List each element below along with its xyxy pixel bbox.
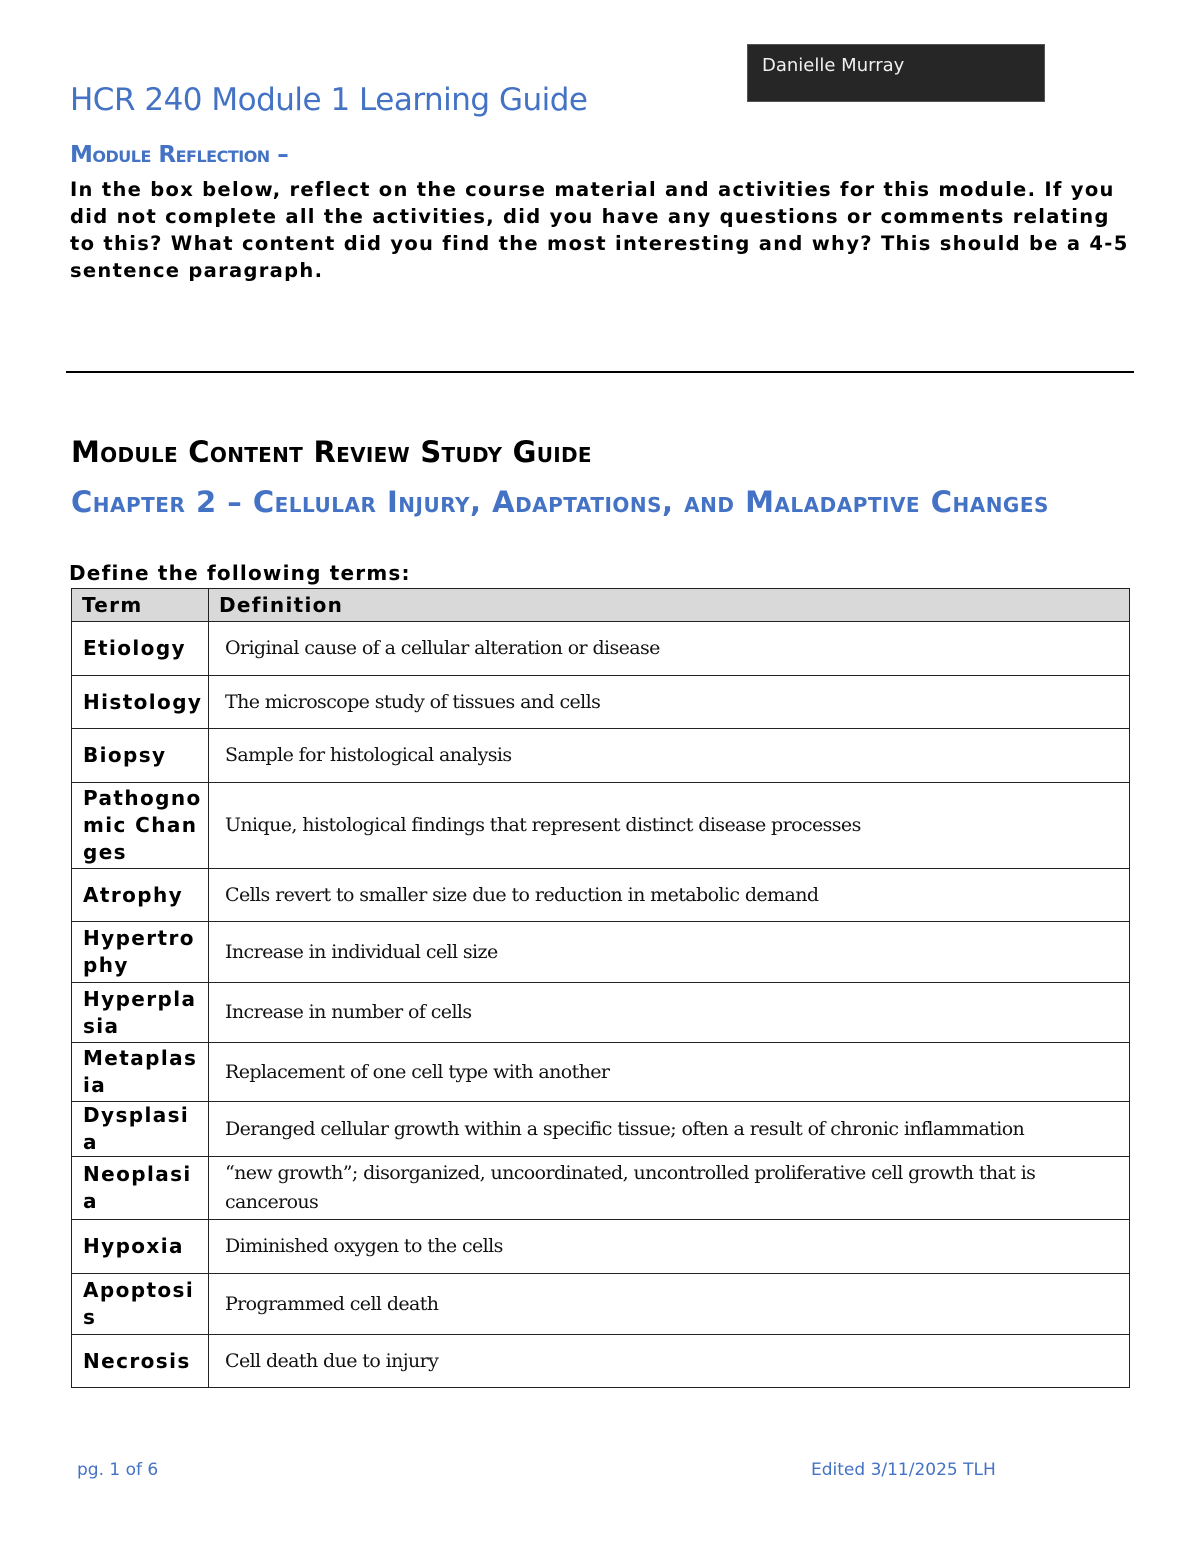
student-name: Danielle Murray	[762, 55, 905, 76]
table-row	[72, 869, 1130, 922]
term-cell: Dysplasia	[72, 1102, 209, 1157]
header-term: Term	[72, 589, 209, 622]
edited-note: Edited 3/11/2025 TLH	[811, 1460, 996, 1480]
definition-cell[interactable]: Original cause of a cellular alteration or disease	[209, 622, 1130, 676]
term-cell: Hyperplasia	[72, 983, 209, 1043]
table-row	[72, 676, 1130, 729]
term-cell: Metaplasia	[72, 1043, 209, 1102]
table-row	[72, 1043, 1130, 1102]
table-row	[72, 1102, 1130, 1157]
table-row	[72, 1335, 1130, 1388]
table-row	[72, 783, 1130, 869]
term-cell: Neoplasia	[72, 1157, 209, 1220]
header-definition: Definition	[209, 589, 1130, 622]
table-row	[72, 622, 1130, 676]
reflection-heading: Module Reflection –	[70, 142, 289, 168]
page-number: pg. 1 of 6	[77, 1460, 159, 1480]
term-cell: Biopsy	[72, 729, 209, 783]
reflection-answer-line	[66, 371, 1134, 373]
table-header-row	[72, 589, 1130, 622]
definition-cell[interactable]: “new growth”; disorganized, uncoordinated, uncontrolled proliferative cell growth that is cancerous	[209, 1157, 1130, 1220]
chapter-heading: Chapter 2 – Cellular Injury, Adaptations, and Maladaptive Changes	[71, 485, 1049, 519]
table-row	[72, 729, 1130, 783]
terms-table	[71, 588, 1130, 1388]
table-row	[72, 1157, 1130, 1220]
table-row	[72, 983, 1130, 1043]
definition-cell[interactable]: Cell death due to injury	[209, 1335, 1130, 1388]
definition-cell[interactable]: Sample for histological analysis	[209, 729, 1130, 783]
term-cell: Atrophy	[72, 869, 209, 922]
table-row	[72, 1274, 1130, 1335]
term-cell: Apoptosis	[72, 1274, 209, 1335]
definition-cell[interactable]: Programmed cell death	[209, 1274, 1130, 1335]
review-heading: Module Content Review Study Guide	[71, 435, 592, 469]
definition-cell[interactable]: Increase in number of cells	[209, 983, 1130, 1043]
term-cell: Hypertrophy	[72, 922, 209, 983]
term-cell: Histology	[72, 676, 209, 729]
reflection-prompt: In the box below, reflect on the course material and activities for this module. If you did not complete all the activities, did you have any questions or comments relating to this? What content did you find the most interesting and why? This should be a 4-5 sentence paragraph.	[70, 178, 1129, 282]
definition-cell[interactable]: Increase in individual cell size	[209, 922, 1130, 983]
definition-cell[interactable]: Replacement of one cell type with another	[209, 1043, 1130, 1102]
definition-cell[interactable]: Deranged cellular growth within a specific tissue; often a result of chronic inflammation	[209, 1102, 1130, 1157]
terms-instruction: Define the following terms:	[69, 561, 411, 585]
term-cell: Hypoxia	[72, 1220, 209, 1274]
table-row	[72, 1220, 1130, 1274]
definition-cell[interactable]: Diminished oxygen to the cells	[209, 1220, 1130, 1274]
document-title: HCR 240 Module 1 Learning Guide	[70, 82, 588, 118]
term-cell: Etiology	[72, 622, 209, 676]
table-row	[72, 922, 1130, 983]
term-cell: Necrosis	[72, 1335, 209, 1388]
definition-cell[interactable]: Cells revert to smaller size due to reduction in metabolic demand	[209, 869, 1130, 922]
student-name-box[interactable]	[747, 44, 1045, 102]
term-cell: Pathognomic Changes	[72, 783, 209, 869]
definition-cell[interactable]: Unique, histological findings that represent distinct disease processes	[209, 783, 1130, 869]
definition-cell[interactable]: The microscope study of tissues and cells	[209, 676, 1130, 729]
